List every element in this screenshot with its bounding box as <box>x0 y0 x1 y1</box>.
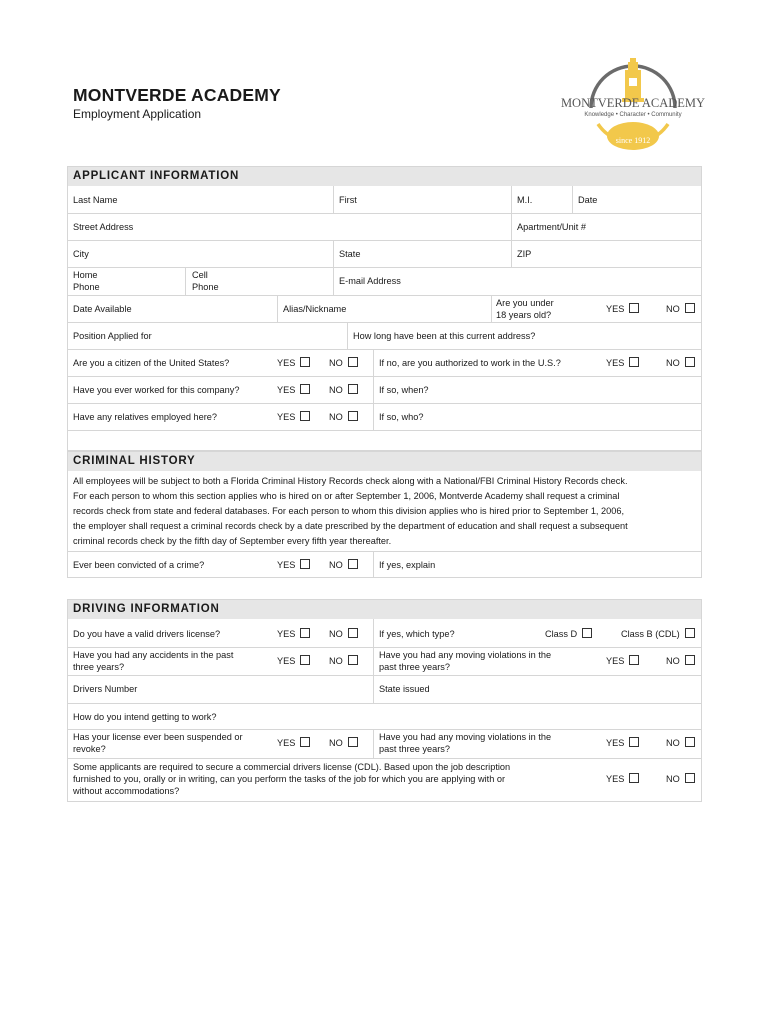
yes-label: YES <box>277 385 296 395</box>
drivers-number-label: Drivers Number <box>73 684 138 694</box>
home-phone-field[interactable] <box>68 267 186 295</box>
license-row <box>68 619 701 648</box>
last-name-label: Last Name <box>73 195 118 205</box>
no-label: NO <box>666 358 680 368</box>
suspended-row <box>68 729 701 759</box>
page-subtitle: Employment Application <box>73 107 202 121</box>
last-name-field[interactable] <box>68 186 334 213</box>
yes-checkbox[interactable] <box>300 411 310 421</box>
convicted-question <box>68 551 374 578</box>
no-checkbox[interactable] <box>348 737 358 747</box>
yes-checkbox[interactable] <box>629 737 639 747</box>
criminal-notice-line-5: criminal records check by the fifth day of September every fifth year thereafter. <box>73 536 392 546</box>
under18-yes[interactable] <box>606 303 639 315</box>
alias-field[interactable] <box>278 295 492 322</box>
worked-row <box>68 376 701 404</box>
relatives-who-field[interactable] <box>374 403 701 430</box>
cell-phone-field[interactable] <box>186 267 334 295</box>
no-checkbox[interactable] <box>348 384 358 394</box>
state-field[interactable] <box>334 240 512 267</box>
city-label: City <box>73 249 89 259</box>
violations-2-no[interactable] <box>666 737 695 749</box>
street-label: Street Address <box>73 222 134 232</box>
no-label: NO <box>329 385 343 395</box>
no-label: NO <box>666 304 680 314</box>
citizen-yes[interactable] <box>277 357 310 369</box>
cdl-label-2: furnished to you, orally or in writing, can you perform the tasks of the job for which you are applying with or <box>73 774 506 784</box>
state-label: State <box>339 249 361 259</box>
criminal-notice-line-4: the employer shall request a criminal records check by a date prescribed by the department of education and shall request a subsequent <box>73 521 628 531</box>
violations-label-2: past three years? <box>379 662 450 672</box>
no-label: NO <box>329 358 343 368</box>
authorized-yes[interactable] <box>606 357 639 369</box>
worked-question <box>68 376 374 403</box>
citizen-label: Are you a citizen of the United States? <box>73 358 230 368</box>
no-checkbox[interactable] <box>685 357 695 367</box>
mi-label: M.I. <box>517 195 533 205</box>
convicted-label: Ever been convicted of a crime? <box>73 560 205 570</box>
worked-yes[interactable] <box>277 384 310 396</box>
under18-no[interactable] <box>666 303 695 315</box>
accidents-row <box>68 647 701 676</box>
yes-label: YES <box>277 656 296 666</box>
driving-section <box>67 599 702 802</box>
no-label: NO <box>329 656 343 666</box>
cdl-row <box>68 758 701 802</box>
authorized-no[interactable] <box>666 357 695 369</box>
cell-phone-label-1: Cell <box>192 270 208 280</box>
yes-label: YES <box>277 412 296 422</box>
driving-heading: DRIVING INFORMATION <box>68 600 701 619</box>
relatives-yes[interactable] <box>277 411 310 423</box>
violations-question-2 <box>374 729 701 758</box>
intend-field[interactable] <box>68 703 701 729</box>
no-label: NO <box>329 560 343 570</box>
violations-2-yes[interactable] <box>606 737 639 749</box>
no-checkbox[interactable] <box>348 357 358 367</box>
under18-question <box>492 295 701 322</box>
yes-checkbox[interactable] <box>629 357 639 367</box>
yes-checkbox[interactable] <box>300 628 310 638</box>
first-name-field[interactable] <box>334 186 512 213</box>
yes-label: YES <box>277 629 296 639</box>
page-title: MONTVERDE ACADEMY <box>73 85 281 105</box>
criminal-section <box>67 451 702 578</box>
relatives-question <box>68 403 374 430</box>
authorized-label: If no, are you authorized to work in the U.S.? <box>379 358 561 368</box>
logo-since: since 1912 <box>615 136 651 145</box>
home-phone-label-2: Phone <box>73 282 100 292</box>
logo-name: MONTVERDE ACADEMY <box>560 96 706 110</box>
email-field[interactable] <box>334 267 701 295</box>
class-d-option[interactable] <box>545 628 592 640</box>
no-label: NO <box>329 629 343 639</box>
worked-label: Have you ever worked for this company? <box>73 385 240 395</box>
no-label: NO <box>666 738 680 748</box>
violations-2-label-2: past three years? <box>379 744 450 754</box>
under18-label-1: Are you under <box>496 298 554 308</box>
no-label: NO <box>666 656 680 666</box>
criminal-heading: CRIMINAL HISTORY <box>68 452 701 471</box>
under18-label-2: 18 years old? <box>496 310 552 320</box>
cdl-label-1: Some applicants are required to secure a commercial drivers license (CDL). Based upon the job description <box>73 762 511 772</box>
how-long-label: How long have been at this current address? <box>353 331 536 341</box>
yes-label: YES <box>606 304 625 314</box>
no-label: NO <box>329 738 343 748</box>
criminal-notice <box>68 471 701 552</box>
accidents-label-2: three years? <box>73 662 125 672</box>
apartment-label: Apartment/Unit # <box>517 222 586 232</box>
yes-checkbox[interactable] <box>629 303 639 313</box>
logo-tagline: Knowledge • Character • Community <box>584 112 682 118</box>
no-checkbox[interactable] <box>685 655 695 665</box>
class-d-checkbox[interactable] <box>582 628 592 638</box>
alias-label: Alias/Nickname <box>283 304 347 314</box>
yes-label: YES <box>277 358 296 368</box>
date-available-field[interactable] <box>68 295 278 322</box>
applicant-heading: APPLICANT INFORMATION <box>68 167 701 186</box>
criminal-notice-line-3: records check from state and federal databases. For each person to whom this division applies who is hired prior to September 1, 2006, <box>73 506 625 516</box>
no-label: NO <box>666 774 680 784</box>
license-question <box>68 619 374 647</box>
relatives-label: Have any relatives employed here? <box>73 412 218 422</box>
violations-yes[interactable] <box>606 655 639 667</box>
yes-checkbox[interactable] <box>629 655 639 665</box>
first-name-label: First <box>339 195 357 205</box>
relatives-who-label: If so, who? <box>379 412 424 422</box>
yes-checkbox[interactable] <box>300 559 310 569</box>
applicant-section <box>67 166 702 451</box>
mi-field[interactable] <box>512 186 573 213</box>
zip-label: ZIP <box>517 249 532 259</box>
state-issued-field[interactable] <box>374 675 701 703</box>
drivers-number-field[interactable] <box>68 675 374 703</box>
position-row <box>68 322 701 350</box>
how-long-field[interactable] <box>348 322 701 349</box>
cdl-no[interactable] <box>666 773 695 785</box>
yes-label: YES <box>277 738 296 748</box>
yes-label: YES <box>606 738 625 748</box>
zip-field[interactable] <box>512 240 701 267</box>
street-row <box>68 213 701 241</box>
license-type-label: If yes, which type? <box>379 629 455 639</box>
citizen-row <box>68 349 701 377</box>
no-checkbox[interactable] <box>348 411 358 421</box>
criminal-notice-line-1: All employees will be subject to both a Florida Criminal History Records check along with a National/FBI Criminal History Records check. <box>73 476 628 486</box>
intend-row <box>68 703 701 730</box>
academy-logo <box>558 56 708 156</box>
no-checkbox[interactable] <box>348 628 358 638</box>
cdl-yes[interactable] <box>606 773 639 785</box>
worked-when-field[interactable] <box>374 376 701 403</box>
suspended-label-1: Has your license ever been suspended or <box>73 732 243 742</box>
accidents-no[interactable] <box>329 655 358 667</box>
no-checkbox[interactable] <box>348 655 358 665</box>
citizen-question <box>68 349 374 376</box>
no-checkbox[interactable] <box>685 737 695 747</box>
yes-label: YES <box>606 656 625 666</box>
convicted-explain-label: If yes, explain <box>379 560 436 570</box>
phone-row <box>68 267 701 296</box>
license-type-question <box>374 619 701 647</box>
apartment-field[interactable] <box>512 213 701 240</box>
yes-checkbox[interactable] <box>629 773 639 783</box>
yes-label: YES <box>606 358 625 368</box>
criminal-notice-line-2: For each person to whom this section applies who is hired on or after September 1, 2006, Montverde Academy shall request a criminal <box>73 491 620 501</box>
cdl-question <box>68 758 701 802</box>
worked-when-label: If so, when? <box>379 385 429 395</box>
cell-phone-label-2: Phone <box>192 282 219 292</box>
violations-2-label-1: Have you had any moving violations in the <box>379 732 552 742</box>
street-field[interactable] <box>68 213 512 240</box>
class-b-option[interactable] <box>621 628 695 640</box>
class-b-label: Class B (CDL) <box>621 629 680 639</box>
convicted-row <box>68 551 701 578</box>
yes-checkbox[interactable] <box>300 384 310 394</box>
accidents-yes[interactable] <box>277 655 310 667</box>
no-checkbox[interactable] <box>685 303 695 313</box>
class-d-label: Class D <box>545 629 578 639</box>
accidents-label-1: Have you had any accidents in the past <box>73 650 234 660</box>
relatives-no[interactable] <box>329 411 358 423</box>
yes-checkbox[interactable] <box>300 737 310 747</box>
suspended-yes[interactable] <box>277 737 310 749</box>
date-available-label: Date Available <box>73 304 132 314</box>
suspended-question <box>68 729 374 758</box>
intend-label: How do you intend getting to work? <box>73 712 217 722</box>
relatives-row <box>68 403 701 431</box>
drivers-number-row <box>68 675 701 704</box>
no-checkbox[interactable] <box>348 559 358 569</box>
accidents-question <box>68 647 374 675</box>
violations-no[interactable] <box>666 655 695 667</box>
position-field[interactable] <box>68 322 348 349</box>
convicted-explain-field[interactable] <box>374 551 701 578</box>
license-yes[interactable] <box>277 628 310 640</box>
availability-row <box>68 295 701 323</box>
email-label: E-mail Address <box>339 276 401 286</box>
yes-checkbox[interactable] <box>300 655 310 665</box>
position-label: Position Applied for <box>73 331 152 341</box>
city-row <box>68 240 701 268</box>
license-label: Do you have a valid drivers license? <box>73 629 221 639</box>
date-field[interactable] <box>573 186 701 213</box>
city-field[interactable] <box>68 240 334 267</box>
convicted-no[interactable] <box>329 559 358 571</box>
yes-checkbox[interactable] <box>300 357 310 367</box>
no-checkbox[interactable] <box>685 773 695 783</box>
citizen-no[interactable] <box>329 357 358 369</box>
yes-label: YES <box>606 774 625 784</box>
license-no[interactable] <box>329 628 358 640</box>
home-phone-label-1: Home <box>73 270 98 280</box>
violations-question <box>374 647 701 675</box>
name-row <box>68 186 701 214</box>
cdl-label-3: without accommodations? <box>73 786 180 796</box>
state-issued-label: State issued <box>379 684 430 694</box>
authorized-question <box>374 349 701 376</box>
no-label: NO <box>329 412 343 422</box>
suspended-label-2: revoke? <box>73 744 106 754</box>
suspended-no[interactable] <box>329 737 358 749</box>
yes-label: YES <box>277 560 296 570</box>
class-b-checkbox[interactable] <box>685 628 695 638</box>
convicted-yes[interactable] <box>277 559 310 571</box>
violations-label-1: Have you had any moving violations in the <box>379 650 552 660</box>
worked-no[interactable] <box>329 384 358 396</box>
date-label: Date <box>578 195 598 205</box>
